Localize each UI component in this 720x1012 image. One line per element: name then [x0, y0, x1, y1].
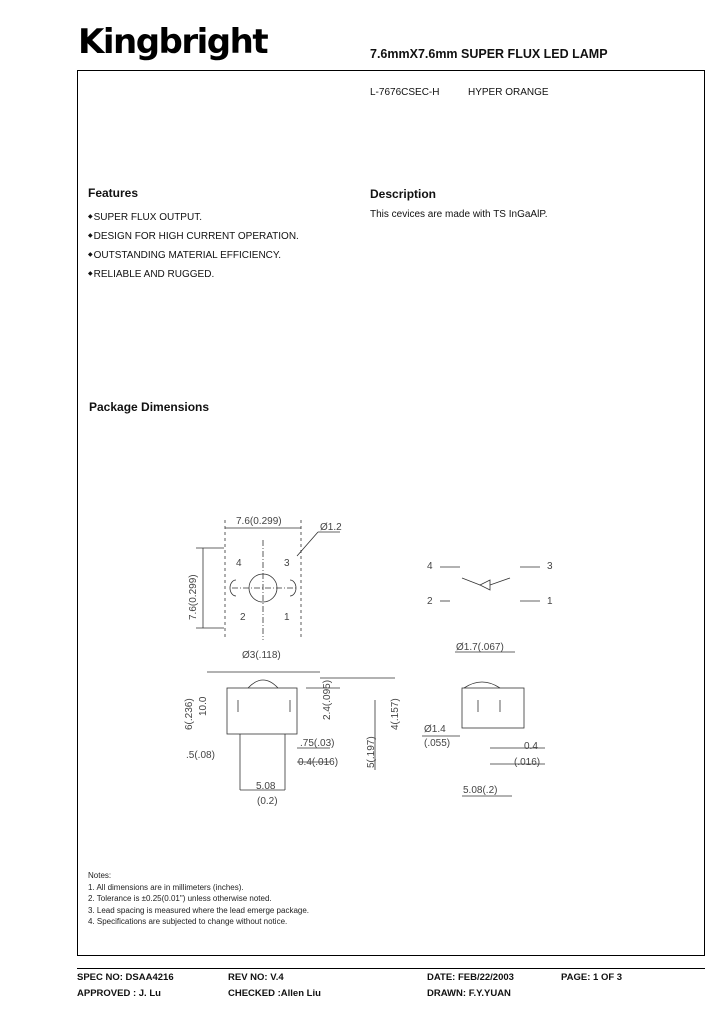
part-number: L-7676CSEC-H	[370, 87, 440, 98]
note-item: 4. Specifications are subjected to change without notice.	[88, 917, 288, 926]
doc-title: 7.6mmX7.6mm SUPER FLUX LED LAMP	[370, 47, 608, 61]
dim-label: 4(.157)	[390, 698, 401, 730]
dim-label: 5.08	[256, 781, 276, 792]
dim-label: Ø3(.118)	[242, 650, 281, 661]
dim-label: 7.6(0.299)	[236, 516, 282, 527]
dim-label: 5.08(.2)	[463, 785, 498, 796]
schematic-label: 4	[427, 561, 433, 572]
spec-number: SPEC NO: DSAA4216	[77, 972, 174, 983]
dim-label: .75(.03)	[300, 738, 335, 749]
pin-label: 3	[284, 558, 290, 569]
feature-item: ◆ SUPER FLUX OUTPUT.	[88, 208, 299, 227]
dim-label: Ø1.4	[424, 724, 446, 735]
revision-number: REV NO: V.4	[228, 972, 284, 983]
dim-label: 2.4(.095)	[322, 679, 333, 720]
feature-item: ◆ RELIABLE AND RUGGED.	[88, 265, 299, 284]
feature-item: ◆ DESIGN FOR HIGH CURRENT OPERATION.	[88, 227, 299, 246]
note-item: 2. Tolerance is ±0.25(0.01") unless otherwise noted.	[88, 894, 272, 903]
pin-label: 4	[236, 558, 242, 569]
page-number: PAGE: 1 OF 3	[561, 972, 623, 983]
dim-label: (.055)	[424, 738, 451, 749]
dim-label: .5(.08)	[186, 750, 215, 761]
footer-divider	[77, 968, 705, 969]
description-heading: Description	[370, 187, 437, 201]
feature-item: ◆ OUTSTANDING MATERIAL EFFICIENCY.	[88, 246, 299, 265]
note-item: 3. Lead spacing is measured where the lead emerge package.	[88, 905, 310, 915]
schematic-label: 2	[427, 596, 433, 607]
features-heading: Features	[88, 186, 139, 200]
dim-label: 0.4	[524, 741, 538, 752]
dim-label: 6(.236)	[184, 698, 195, 730]
package-heading: Package Dimensions	[89, 400, 210, 414]
description-text: This cevices are made with TS InGaAlP.	[370, 209, 548, 220]
release-date: DATE: FEB/22/2003	[427, 972, 514, 983]
pin-label: 1	[284, 612, 290, 623]
note-item: 1. All dimensions are in millimeters (inches).	[88, 882, 244, 892]
dim-label: 10.0	[198, 696, 209, 716]
brand-logo: Kingbright	[78, 22, 268, 62]
dim-label: 7.6(0.299)	[188, 574, 199, 620]
drawn-by: DRAWN: F.Y.YUAN	[427, 988, 511, 999]
dim-label: 5(.197)	[366, 736, 377, 768]
dim-label: 0.4(.016)	[298, 757, 339, 768]
checked-by: CHECKED :Allen Liu	[228, 988, 321, 999]
schematic-label: 3	[547, 561, 553, 572]
pin-label: 2	[240, 612, 246, 623]
notes-block	[88, 870, 309, 928]
dim-label: (0.2)	[257, 796, 278, 807]
dim-label: (.016)	[514, 757, 541, 768]
schematic-label: 1	[547, 596, 553, 607]
notes-title: Notes:	[88, 871, 112, 880]
dim-label: Ø1.2	[320, 522, 342, 533]
approved-by: APPROVED : J. Lu	[77, 988, 161, 999]
part-color: HYPER ORANGE	[468, 87, 549, 98]
dim-label: Ø1.7(.067)	[456, 642, 504, 653]
